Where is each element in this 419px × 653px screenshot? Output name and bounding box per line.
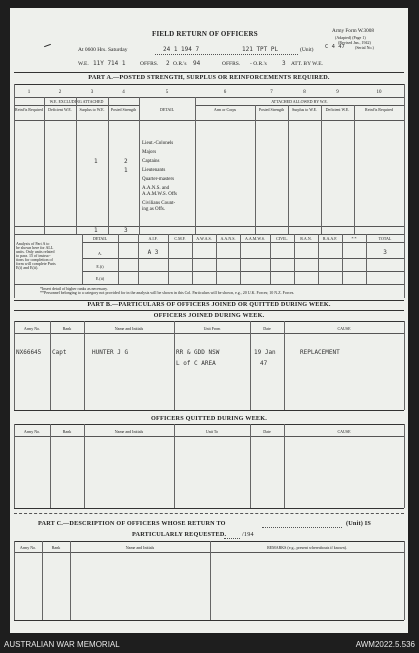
rank-label: Captains	[142, 159, 160, 164]
ors-label: O.R.'s	[173, 61, 187, 67]
form-title: FIELD RETURN OF OFFICERS	[152, 30, 258, 38]
header-deficient2: Deficient W.E.	[325, 107, 350, 112]
joined-army-no: NX66645	[16, 349, 42, 356]
joined-col-header: Army No.	[23, 326, 41, 331]
footer-id: AWM2022.5.536	[355, 640, 415, 649]
header-posted2: Posted Strength	[258, 107, 285, 112]
header-posted: Posted Strength	[110, 107, 137, 112]
aif-value: A 3	[147, 249, 159, 256]
header-arm-corps: Arm or Corps	[213, 107, 237, 112]
quitted-col-header: Name and Initials	[114, 429, 144, 434]
col-number: 7	[270, 90, 273, 95]
joined-cause: REPLACEMENT	[300, 349, 340, 356]
part-c-col-header: Rank	[51, 545, 61, 550]
header-detail: DETAIL	[159, 107, 175, 112]
ors-value: 94	[193, 60, 201, 67]
part-c-line2: PARTICULARLY REQUESTED.	[132, 531, 227, 538]
joined-col-header: Name and Initials	[114, 326, 144, 331]
joined-col-header: Date	[263, 326, 271, 331]
serial-value: C 4 47	[325, 44, 345, 50]
part-c-unit-is: (Unit) IS	[346, 520, 372, 527]
analysis-row-label: E.(i)	[96, 264, 104, 269]
quitted-col-header: Army No.	[23, 429, 41, 434]
adapted-label: (Adapted) (Page 1)	[335, 35, 366, 40]
we-excluding-attached: W.E. EXCLUDING ATTACHED	[49, 99, 104, 104]
joined-col-header: Unit From	[203, 326, 221, 331]
joined-unit-from: RR & GDD NSW	[176, 349, 220, 356]
posted-captains: 2	[124, 158, 128, 165]
handwritten-mark	[44, 44, 51, 47]
rank-label: Lieut.-Colonels	[142, 141, 174, 146]
offrs-label: OFFRS.	[140, 61, 159, 67]
unit-label: (Unit)	[300, 47, 314, 53]
offrs-value: 2	[166, 60, 170, 67]
form-sheet	[10, 8, 408, 633]
analysis-header: A.I.F.	[148, 236, 158, 241]
joined-name: HUNTER J G	[92, 349, 129, 356]
joined-date-2: 47	[260, 360, 268, 367]
att-value: 3	[282, 60, 286, 67]
rank-label: A.A.N.S. and	[142, 186, 170, 191]
att-label: ATT. BY W.E.	[291, 61, 323, 67]
rank-label: Majors	[142, 150, 157, 155]
quitted-col-header: Date	[263, 429, 271, 434]
quitted-col-header: CAUSE	[337, 429, 351, 434]
analysis-header: DETAIL	[92, 236, 108, 241]
attached-allowed: ATTACHED ALLOWED BY W.E.	[271, 99, 328, 104]
analysis-header: A.W.A.S.	[196, 236, 212, 241]
col-number: 2	[58, 90, 62, 95]
header-surplus2: Surplus to W.E.	[291, 107, 318, 112]
at-hours-label: At 0600 Hrs. Saturday	[78, 47, 128, 53]
revised-label: (Revised Jan., 1942)	[338, 40, 371, 45]
rank-label: ing as Offs.	[142, 207, 166, 212]
col-number: 6	[223, 90, 227, 95]
analysis-header: TOTAL	[378, 236, 392, 241]
analysis-note: be shown here for ALL	[16, 245, 54, 250]
army-form-number: Army Form W.3008	[332, 28, 374, 34]
analysis-header: C.M.F.	[174, 236, 186, 241]
surplus-captains: 1	[94, 158, 98, 165]
analysis-header: * *	[351, 236, 357, 241]
posted-lieutenants: 1	[124, 167, 128, 174]
header-deficient: Deficient W.E.	[48, 107, 72, 112]
header-reinfs2: Reinf'ts Required	[365, 107, 393, 112]
we-value: 11Y 714 1	[93, 60, 126, 67]
joined-unit-from-2: L of C AREA	[176, 360, 216, 367]
analysis-note: tions for completion of	[16, 257, 53, 262]
offrs2-label: OFFRS.	[222, 61, 241, 67]
joined-rank: Capt	[52, 349, 67, 356]
col-number: 3	[90, 90, 94, 95]
col-number: 10	[376, 90, 382, 95]
col-number: 8	[303, 90, 306, 95]
analysis-row-label: A.	[98, 251, 102, 256]
analysis-header: R.A.N.	[300, 236, 312, 241]
date-value: 24 1 194 7	[163, 46, 200, 53]
we-label: W.E.	[78, 61, 89, 67]
rank-label: A.A.M.W.S. Offs	[142, 192, 178, 197]
col-number: 1	[27, 90, 31, 95]
analysis-note: Analysis of Part A to	[16, 241, 50, 246]
quitted-col-header: Rank	[62, 429, 72, 434]
unit-value: 121 TPT PL	[242, 46, 279, 53]
ors2-label: - O.R.'s	[250, 61, 267, 67]
analysis-note: form will complete Parts	[16, 261, 56, 266]
analysis-row-label: E.(ii)	[95, 276, 105, 281]
footnote-2: **Personnel belonging to a category not provided for in the analysis will be shown in this Col. Particulars will be shown, e.g., 20 U.K. Forces; 10 N.Z. Forces.	[40, 290, 295, 295]
part-c-year: /194	[242, 531, 254, 538]
analysis-header: CIVIL.	[276, 236, 288, 241]
footnote-1: *Insert detail of higher ranks as necessary.	[40, 286, 108, 291]
rank-label: Civilians Count-	[142, 201, 176, 206]
analysis-note: E(i) and E(ii).	[16, 265, 39, 270]
analysis-note: to para. 15 of instruc-	[16, 253, 51, 258]
analysis-header: R.A.A.F.	[322, 236, 338, 241]
quitted-col-header: Unit To	[205, 429, 219, 434]
col-number: 4	[122, 90, 125, 95]
part-c-line1: PART C.—DESCRIPTION OF OFFICERS WHOSE RETURN TO	[38, 520, 226, 527]
part-b-heading: PART B.—PARTICULARS OF OFFICERS JOINED OR QUITTED DURING WEEK.	[87, 301, 331, 308]
joined-col-header: Rank	[62, 326, 72, 331]
posted-total: 3	[124, 227, 128, 234]
total-value: 3	[383, 249, 387, 256]
joined-date: 19 Jan	[254, 349, 276, 356]
rank-label: Lieutenants	[142, 168, 166, 173]
part-a-heading: PART A.—POSTED STRENGTH, SURPLUS OR REINFORCEMENTS REQUIRED.	[88, 74, 330, 81]
serial-label: (Serial No.)	[355, 45, 374, 50]
part-c-col-header: REMARKS (e.g., present whereabouts if known).	[267, 545, 347, 550]
col-number: 5	[165, 90, 169, 95]
analysis-note: units. Only units related	[16, 249, 55, 254]
analysis-header: A.A.N.S.	[220, 236, 236, 241]
quitted-heading: OFFICERS QUITTED DURING WEEK.	[150, 415, 268, 422]
rank-label: Quarter-masters	[142, 177, 175, 182]
joined-heading: OFFICERS JOINED DURING WEEK.	[153, 312, 265, 319]
surplus-total: 1	[94, 227, 98, 234]
header-surplus: Surplus to W.E.	[79, 107, 105, 112]
part-c-col-header: Army No.	[19, 545, 37, 550]
joined-col-header: CAUSE	[337, 326, 351, 331]
footer-source: AUSTRALIAN WAR MEMORIAL	[4, 640, 120, 649]
header-reinfs: Reinf'ts Required	[15, 107, 43, 112]
analysis-header: A.A.M.W.S.	[245, 236, 265, 241]
col-number: 9	[336, 90, 339, 95]
part-c-col-header: Name and Initials	[125, 545, 155, 550]
